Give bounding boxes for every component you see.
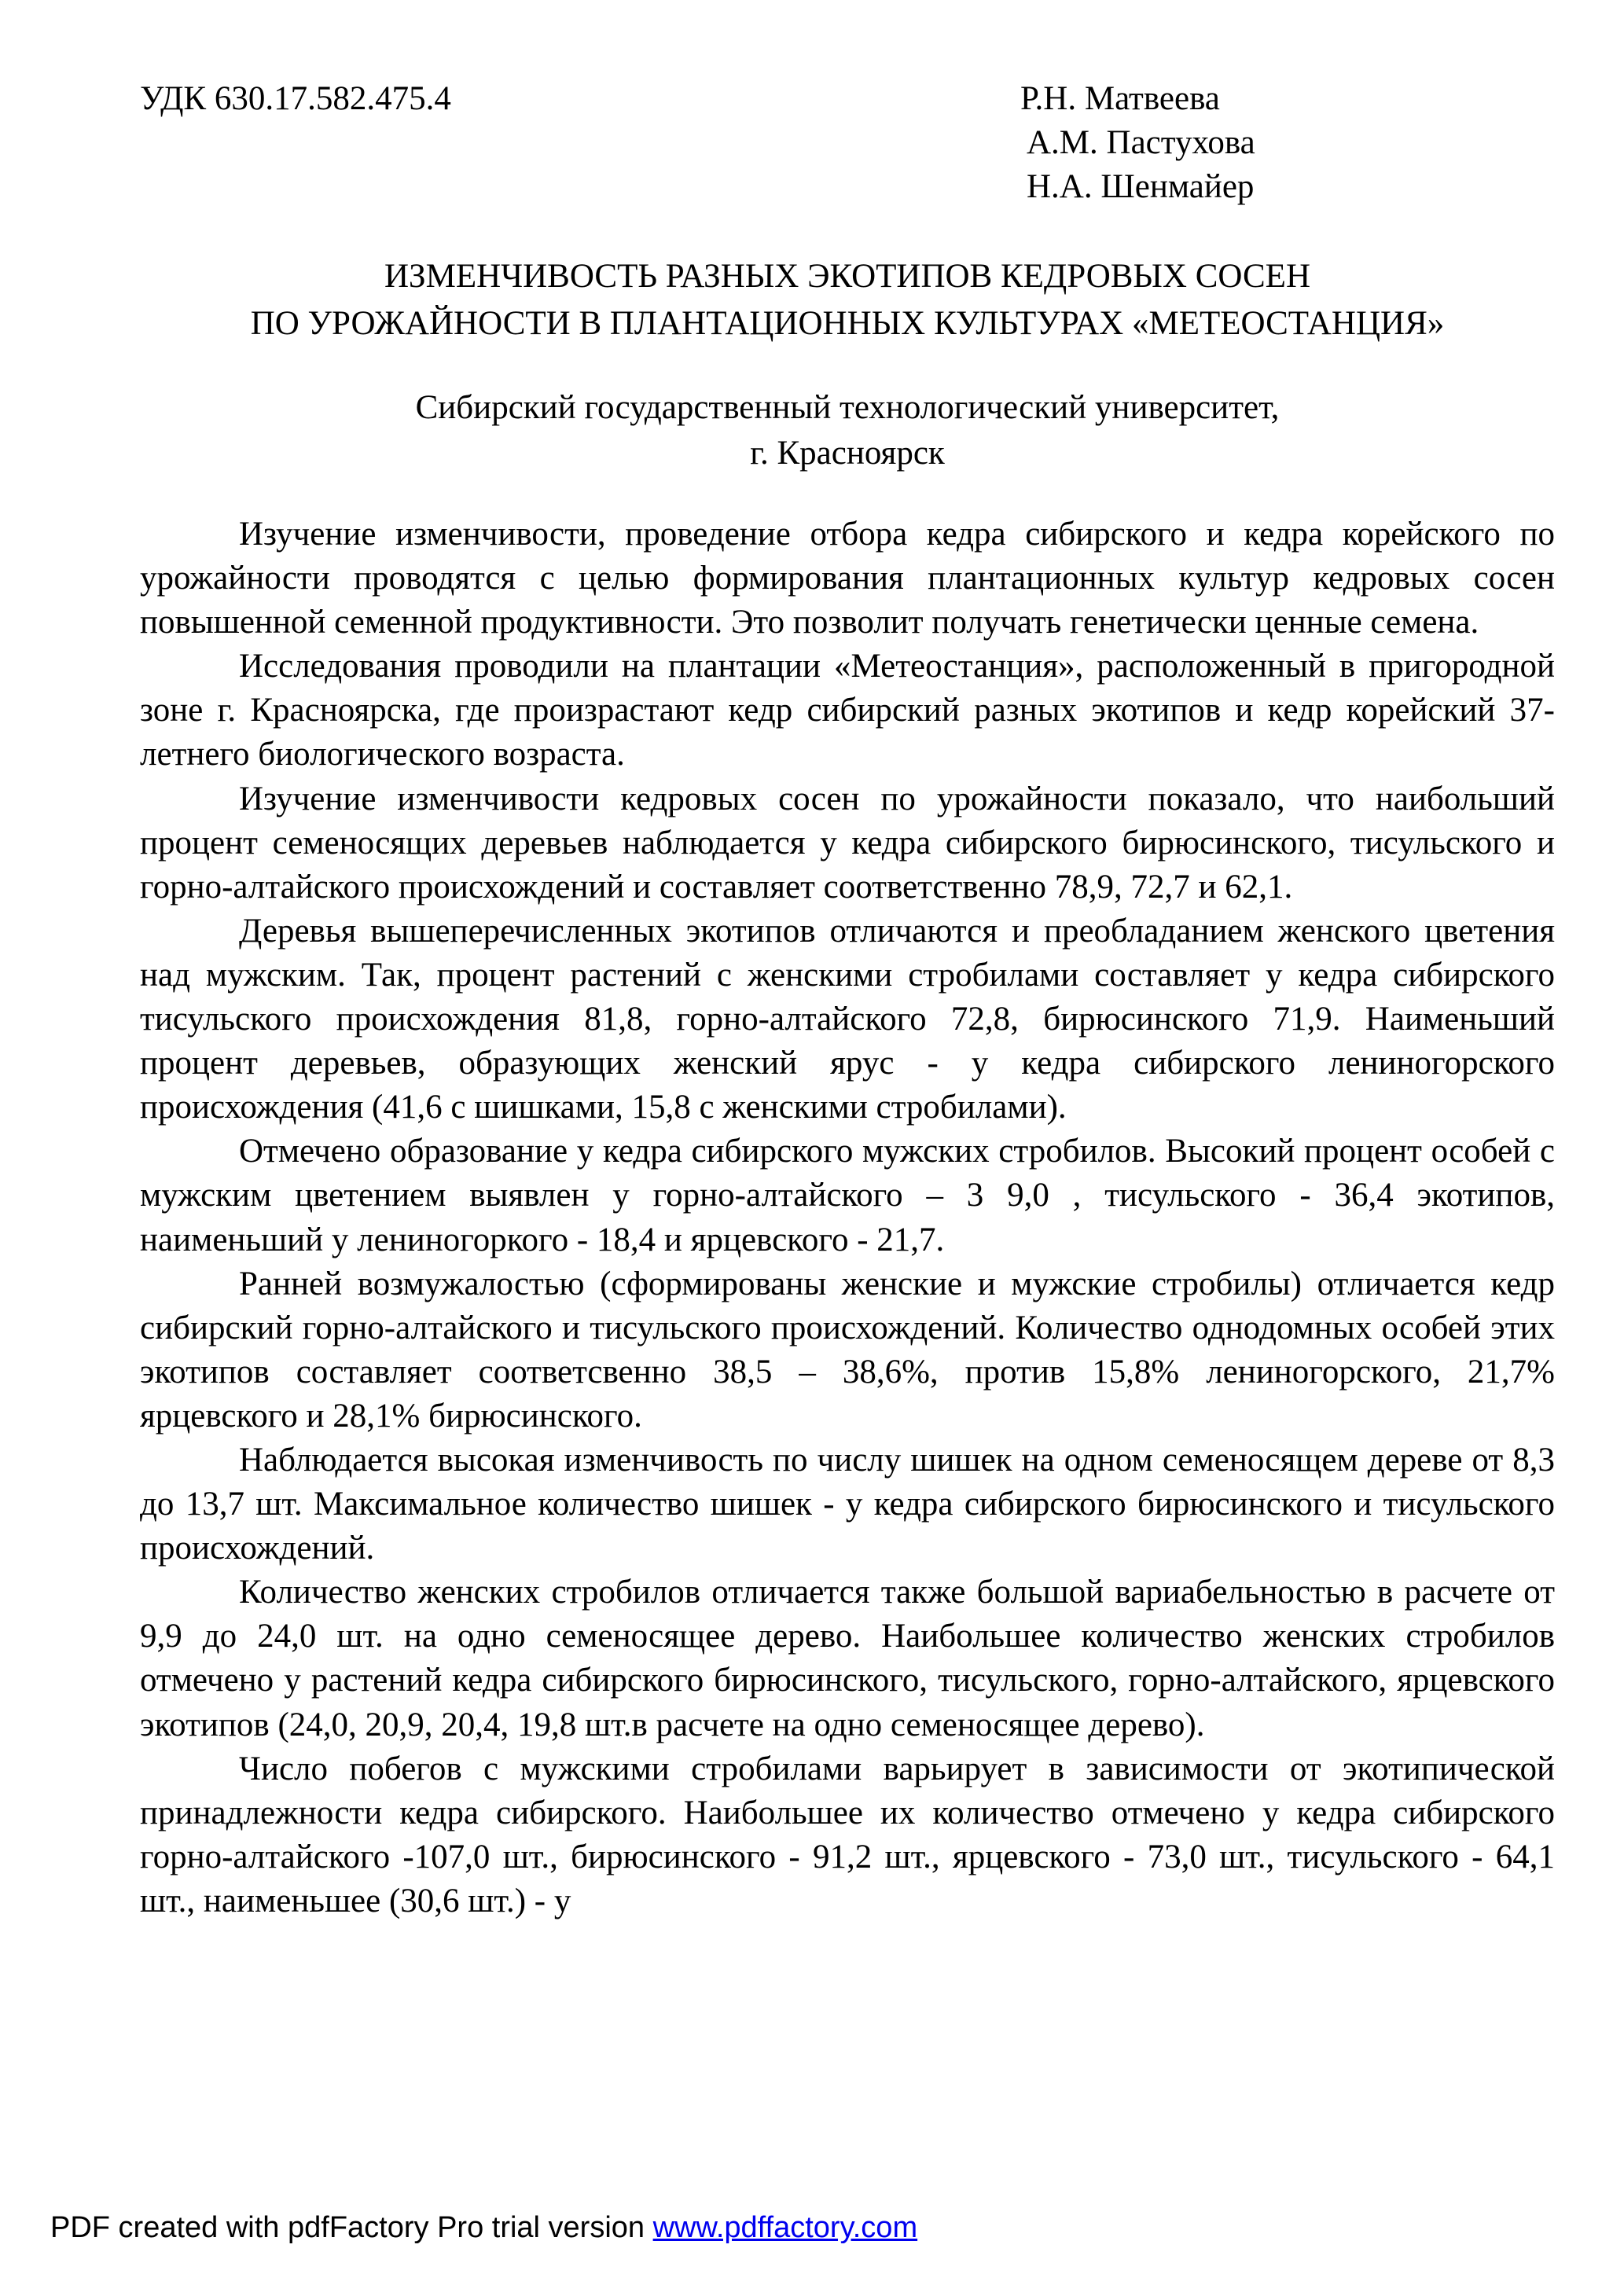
title-line: ПО УРОЖАЙНОСТИ В ПЛАНТАЦИОННЫХ КУЛЬТУРАХ «МЕТЕОСТАНЦИЯ»	[250, 305, 1445, 342]
body-paragraph: Число побегов с мужскими стробилами варьирует в зависимости от экотипической принадлежности кедра сибирского. Наибольшее их количество отмечено у кедра сибирского горно-алтайского -107,0 шт., бирюсинского - 91,2 шт., ярцевского - 73,0 шт., тисульского - 64,1 шт., наименьшее (30,6 шт.) - у	[140, 1750, 1555, 1919]
affiliation-line: Сибирский государственный технологический университет,	[415, 389, 1280, 426]
affiliation-line: г. Красноярск	[750, 435, 945, 472]
paper-title	[140, 253, 1555, 347]
body-paragraph: Изучение изменчивости кедровых сосен по урожайности показало, что наибольший процент семеносящих деревьев наблюдается у кедра сибирского бирюсинского, тисульского и горно-алтайского происхождений и составляет соответственно 78,9, 72,7 и 62,1.	[140, 780, 1555, 906]
body-paragraph: Наблюдается высокая изменчивость по числу шишек на одном семеносящем дереве от 8,3 до 13,7 шт. Максимальное количество шишек - у кедра сибирского бирюсинского и тисульского происхождений.	[140, 1441, 1555, 1567]
author-name: А.М. Пастухова	[1027, 124, 1255, 161]
pdf-footer	[50, 2209, 917, 2246]
footer-text: PDF created with pdfFactory Pro trial version	[50, 2211, 653, 2244]
paper-body	[140, 512, 1555, 1923]
title-line: ИЗМЕНЧИВОСТЬ РАЗНЫХ ЭКОТИПОВ КЕДРОВЫХ СОСЕН	[384, 258, 1310, 295]
body-paragraph: Ранней возмужалостью (сформированы женские и мужские стробилы) отличается кедр сибирский горно-алтайского и тисульского происхождений. Количество однодомных особей этих экотипов составляет соответсвенно 38,5 – 38,6%, против 15,8% лениногорского, 21,7% ярцевского и 28,1% бирюсинского.	[140, 1265, 1555, 1435]
body-paragraph: Изучение изменчивости, проведение отбора кедра сибирского и кедра корейского по урожайности проводятся с целью формирования плантационных культур кедровых сосен повышенной семенной продуктивности. Это позволит получать генетически ценные семена.	[140, 516, 1555, 641]
author-name: Р.Н. Матвеева	[1020, 80, 1220, 117]
author-list	[1020, 77, 1255, 209]
body-paragraph: Отмечено образование у кедра сибирского мужских стробилов. Высокий процент особей с мужским цветением выявлен у горно-алтайского – 3 9,0 , тисульского - 36,4 экотипов, наименьший у лениногоркого - 18,4 и ярцевского - 21,7.	[140, 1133, 1555, 1258]
body-paragraph: Исследования проводили на плантации «Метеостанция», расположенный в пригородной зоне г. Красноярска, где произрастают кедр сибирский разных экотипов и кедр корейский 37-летнего биологического возраста.	[140, 648, 1555, 773]
body-paragraph: Деревья вышеперечисленных экотипов отличаются и преобладанием женского цветения над мужским. Так, процент растений с женскими стробилами составляет у кедра сибирского тисульского происхождения 81,8, горно-алтайского 72,8, бирюсинского 71,9. Наименьший процент деревьев, образующих женский ярус - у кедра сибирского лениногорского происхождения (41,6 с шишками, 15,8 с женскими стробилами).	[140, 912, 1555, 1126]
udk-code: УДК 630.17.582.475.4	[140, 80, 451, 117]
author-name: Н.А. Шенмайер	[1027, 168, 1255, 205]
footer-link[interactable]: www.pdffactory.com	[652, 2211, 918, 2244]
body-paragraph: Количество женских стробилов отличается также большой вариабельностью в расчете от 9,9 до 24,0 шт. на одно семеносящее дерево. Наибольшее количество женских стробилов отмечено у растений кедра сибирского бирюсинского, тисульского, горно-алтайского, ярцевского экотипов (24,0, 20,9, 20,4, 19,8 шт.в расчете на одно семеносящее дерево).	[140, 1574, 1555, 1743]
affiliation	[140, 385, 1555, 476]
